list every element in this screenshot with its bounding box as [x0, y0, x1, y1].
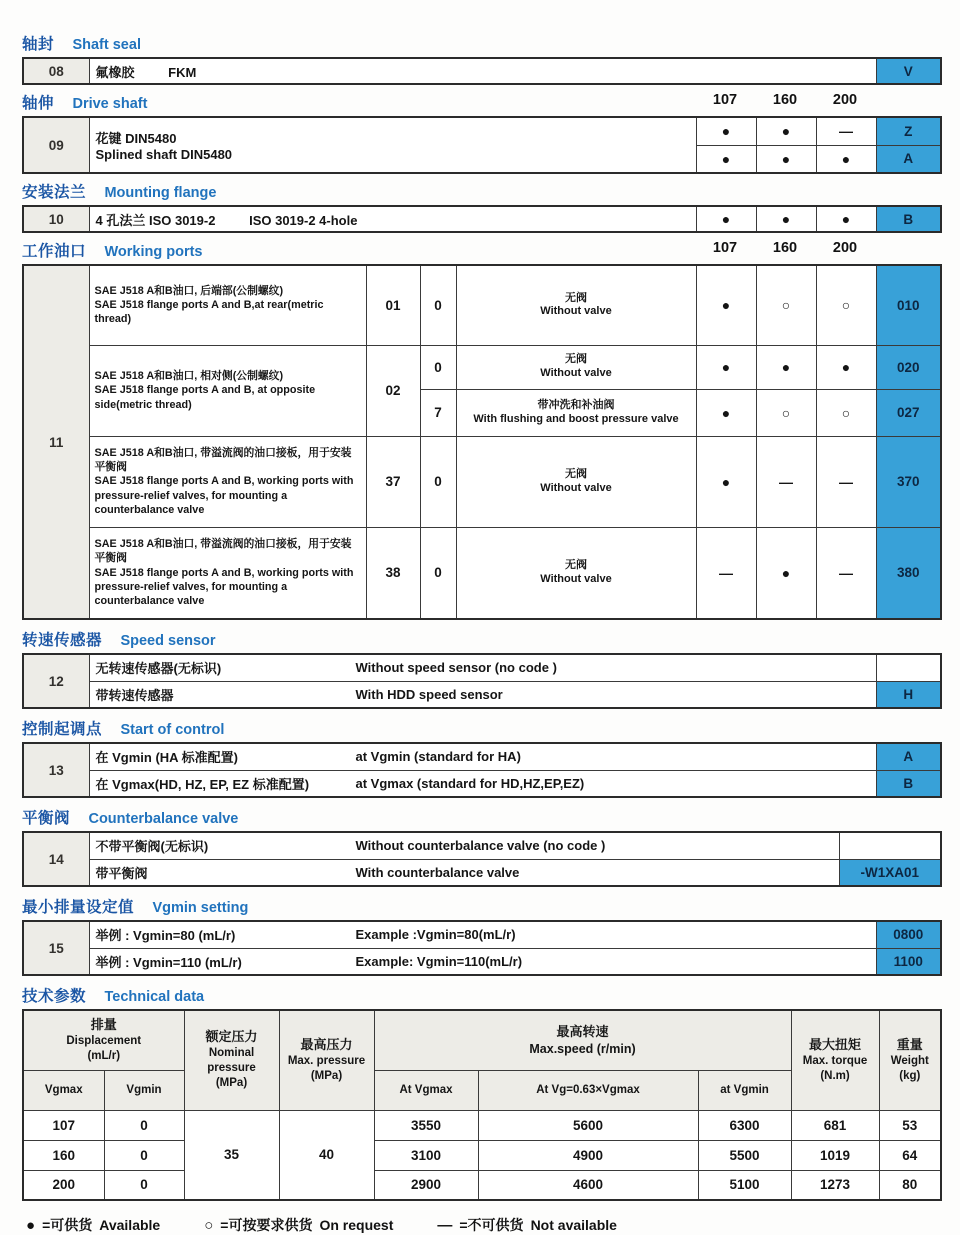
shaft-seal-title-en: Shaft seal: [72, 37, 141, 53]
valve-cell: [456, 265, 696, 345]
code-cell: B: [876, 206, 941, 232]
counterbalance-title-cn: 平衡阀: [22, 810, 71, 827]
row-number: 10: [23, 206, 89, 232]
legend-not-available-cn: =不可供货: [459, 1217, 524, 1233]
header-vgmin: Vgmin: [104, 1070, 184, 1110]
code-cell: 010: [876, 265, 941, 345]
code-cell: 380: [876, 527, 941, 619]
start-of-control-title-cn: 控制起调点: [22, 721, 103, 738]
code-cell: 370: [876, 436, 941, 527]
value-weight: 64: [879, 1140, 941, 1170]
value-torque: 1019: [791, 1140, 879, 1170]
description-cell: [89, 345, 366, 436]
description-cn: 在 Vgmin (HA 标准配置): [95, 750, 239, 766]
counterbalance-title-en: Counterbalance valve: [88, 811, 239, 827]
value-speed-at-vgmax: 3100: [374, 1140, 478, 1170]
section-title-technical-data: [22, 984, 940, 1006]
description-cell: [89, 527, 366, 619]
size-column-label-160: 160: [772, 240, 798, 256]
row-number: 12: [23, 654, 89, 708]
value-vgmin: 0: [104, 1140, 184, 1170]
description-cell: [89, 948, 876, 975]
filled-circle-icon: ●: [26, 1216, 36, 1234]
availability-107: ●: [696, 345, 756, 389]
value-torque: 1273: [791, 1170, 879, 1200]
description-cn: 在 Vgmax(HD, HZ, EP, EZ 标准配置): [95, 776, 310, 792]
legend-on-request-cn: =可按要求供货: [220, 1217, 313, 1233]
option-code-1: 37: [366, 436, 420, 527]
code-cell: V: [876, 58, 941, 84]
description-cn: 氟橡胶: [95, 64, 135, 80]
technical-data-title-en: Technical data: [104, 989, 205, 1005]
description-cn: 带平衡阀: [95, 865, 148, 881]
option-code-2: 0: [420, 265, 456, 345]
code-cell: [876, 654, 941, 681]
value-vgmax: 200: [23, 1170, 104, 1200]
description-en: With counterbalance valve: [355, 864, 520, 880]
size-column-label-160: 160: [772, 92, 798, 108]
option-code-1: 02: [366, 345, 420, 436]
legend-not-available: [437, 1215, 617, 1235]
option-code-2: 0: [420, 345, 456, 389]
valve-en: With flushing and boost pressure valve: [473, 412, 679, 425]
valve-cell: [456, 389, 696, 436]
working-ports-table: [22, 264, 942, 620]
description-en: Splined shaft DIN5480: [95, 147, 233, 162]
description-cn: SAE J518 A和B油口, 带溢流阀的油口接板，用于安装平衡阀: [94, 538, 352, 565]
valve-en: Without valve: [540, 367, 612, 379]
description-en: SAE J518 flange ports A and B, at opposite side(metric thread): [94, 384, 316, 411]
header-nominal-pressure: 额定压力 Nominal pressure (MPa): [184, 1010, 279, 1110]
description-en: With HDD speed sensor: [355, 686, 503, 702]
description-cn: 花键 DIN5480: [95, 131, 177, 146]
availability-107: ●: [696, 117, 756, 145]
code-cell: [839, 832, 941, 859]
description-en: Example :Vgmin=80(mL/r): [355, 927, 516, 943]
start-of-control-table: [22, 742, 942, 798]
code-cell: H: [876, 681, 941, 708]
counterbalance-valve-table: [22, 831, 942, 887]
valve-cn: 无阀: [565, 353, 587, 366]
valve-cn: 无阀: [565, 291, 587, 304]
row-number: 15: [23, 921, 89, 975]
availability-160: ○: [756, 389, 816, 436]
description-en: Without counterbalance valve (no code ): [355, 838, 606, 854]
legend-available-en: Available: [99, 1217, 161, 1233]
legend-available: [26, 1215, 160, 1235]
section-title-working-ports: [22, 239, 940, 261]
speed-sensor-title-cn: 转速传感器: [22, 632, 103, 649]
description-cn: 不带平衡阀(无标识): [95, 839, 209, 855]
availability-107: ●: [696, 265, 756, 345]
value-speed-at-vgmin: 6300: [698, 1110, 791, 1140]
availability-107: ●: [696, 145, 756, 173]
row-number: 09: [23, 117, 89, 173]
availability-160: —: [756, 436, 816, 527]
valve-cn: 无阀: [565, 559, 587, 571]
description-en: Without speed sensor (no code ): [355, 660, 557, 676]
shaft-seal-title-cn: 轴封: [22, 36, 55, 53]
description-en: at Vgmax (standard for HD,HZ,EP,EZ): [355, 775, 585, 791]
code-cell: 020: [876, 345, 941, 389]
availability-legend: [26, 1215, 940, 1235]
value-vgmax: 107: [23, 1110, 104, 1140]
description-cell: [89, 436, 366, 527]
value-speed-at-vgmin: 5100: [698, 1170, 791, 1200]
size-column-label-200: 200: [832, 240, 858, 256]
description-cn: 4 孔法兰 ISO 3019-2: [95, 212, 216, 228]
description-cell: [89, 206, 696, 232]
valve-en: Without valve: [540, 481, 612, 494]
row-number: 13: [23, 743, 89, 797]
vgmin-setting-title-cn: 最小排量设定值: [22, 899, 135, 916]
valve-cell: [456, 527, 696, 619]
legend-not-available-en: Not available: [530, 1217, 617, 1233]
header-vgmax: Vgmax: [23, 1070, 104, 1110]
size-column-label-200: 200: [832, 92, 858, 108]
value-speed-at-063: 4600: [478, 1170, 698, 1200]
availability-160: ●: [756, 527, 816, 619]
valve-cell: [456, 436, 696, 527]
header-weight: 重量 Weight (kg): [879, 1010, 941, 1110]
value-speed-at-063: 4900: [478, 1140, 698, 1170]
option-code-2: 0: [420, 436, 456, 527]
section-title-counterbalance-valve: [22, 806, 940, 828]
header-at-vgmax: At Vgmax: [374, 1070, 478, 1110]
availability-107: ●: [696, 206, 756, 232]
option-code-2: 0: [420, 527, 456, 619]
speed-sensor-title-en: Speed sensor: [120, 633, 216, 649]
legend-on-request-en: On request: [319, 1217, 394, 1233]
description-cell: [89, 921, 876, 948]
availability-107: ●: [696, 436, 756, 527]
value-weight: 53: [879, 1110, 941, 1140]
description-cn: 举例 : Vgmin=110 (mL/r): [95, 954, 242, 970]
description-cell: [89, 58, 876, 84]
availability-200: ○: [816, 389, 876, 436]
code-cell: A: [876, 743, 941, 770]
description-cn: 举例 : Vgmin=80 (mL/r): [95, 928, 236, 944]
header-max-speed: 最高转速 Max.speed (r/min): [374, 1010, 791, 1070]
description-cn: 带转速传感器: [95, 687, 174, 703]
description-en: FKM: [168, 64, 197, 80]
mounting-flange-title-cn: 安装法兰: [22, 184, 87, 201]
description-cn: SAE J518 A和B油口, 后端部(公制螺纹): [94, 284, 284, 297]
vgmin-setting-table: [22, 920, 942, 976]
description-en: Example: Vgmin=110(mL/r): [355, 953, 523, 969]
dash-icon: —: [437, 1216, 453, 1234]
section-title-mounting-flange: [22, 180, 940, 202]
description-en: SAE J518 flange ports A and B,at rear(metric thread): [94, 299, 324, 326]
availability-160: ●: [756, 206, 816, 232]
valve-en: Without valve: [540, 572, 612, 585]
description-cell: [89, 832, 839, 859]
header-displacement: 排量 Displacement (mL/r): [23, 1010, 184, 1070]
availability-160: ○: [756, 265, 816, 345]
valve-cn: 带冲洗和补油阀: [537, 398, 615, 411]
availability-200: —: [816, 117, 876, 145]
availability-160: ●: [756, 145, 816, 173]
code-cell: 027: [876, 389, 941, 436]
description-cell: [89, 743, 876, 770]
section-title-speed-sensor: [22, 628, 940, 650]
value-nominal-pressure: 35: [184, 1110, 279, 1200]
description-en: ISO 3019-2 4-hole: [249, 212, 358, 228]
section-title-drive-shaft: [22, 91, 940, 113]
description-cell: [89, 654, 876, 681]
description-cell: [89, 117, 696, 173]
row-number: 11: [23, 265, 89, 619]
availability-107: ●: [696, 389, 756, 436]
size-column-label-107: 107: [712, 92, 738, 108]
availability-200: ○: [816, 265, 876, 345]
legend-on-request: [204, 1215, 393, 1235]
row-number: 14: [23, 832, 89, 886]
working-ports-title-en: Working ports: [104, 244, 203, 260]
value-speed-at-vgmax: 2900: [374, 1170, 478, 1200]
technical-data-title-cn: 技术参数: [22, 988, 87, 1005]
valve-cn: 无阀: [565, 467, 587, 480]
header-at-063-vgmax: At Vg=0.63×Vgmax: [478, 1070, 698, 1110]
option-code-1: 38: [366, 527, 420, 619]
description-en: at Vgmin (standard for HA): [355, 749, 521, 765]
drive-shaft-title-en: Drive shaft: [72, 96, 148, 112]
code-cell: B: [876, 770, 941, 797]
section-title-vgmin-setting: [22, 895, 940, 917]
legend-available-cn: =可供货: [42, 1217, 93, 1233]
value-vgmin: 0: [104, 1110, 184, 1140]
valve-cell: [456, 345, 696, 389]
code-cell: 1100: [876, 948, 941, 975]
section-title-start-of-control: [22, 717, 940, 739]
header-at-vgmin: at Vgmin: [698, 1070, 791, 1110]
start-of-control-title-en: Start of control: [120, 722, 225, 738]
code-cell: Z: [876, 117, 941, 145]
shaft-seal-table: [22, 57, 942, 85]
drive-shaft-table: [22, 116, 942, 174]
availability-160: ●: [756, 345, 816, 389]
description-en: SAE J518 flange ports A and B, working ports with pressure-relief valves, for mounting a counterbalance valve: [94, 475, 354, 516]
open-circle-icon: ○: [204, 1216, 214, 1234]
description-cell: [89, 265, 366, 345]
description-cn: 无转速传感器(无标识): [95, 661, 222, 677]
speed-sensor-table: [22, 653, 942, 709]
working-ports-title-cn: 工作油口: [22, 243, 87, 260]
option-code-2: 7: [420, 389, 456, 436]
value-weight: 80: [879, 1170, 941, 1200]
description-cn: SAE J518 A和B油口, 带溢流阀的油口接板，用于安装平衡阀: [94, 446, 352, 474]
value-vgmax: 160: [23, 1140, 104, 1170]
drive-shaft-title-cn: 轴伸: [22, 95, 55, 112]
description-cell: [89, 859, 839, 886]
description-cell: [89, 770, 876, 797]
value-speed-at-063: 5600: [478, 1110, 698, 1140]
technical-data-table: [22, 1009, 942, 1201]
section-title-shaft-seal: [22, 32, 940, 54]
description-cell: [89, 681, 876, 708]
vgmin-setting-title-en: Vgmin setting: [152, 900, 249, 916]
value-max-pressure: 40: [279, 1110, 374, 1200]
option-code-1: 01: [366, 265, 420, 345]
mounting-flange-table: [22, 205, 942, 233]
availability-200: —: [816, 527, 876, 619]
availability-107: —: [696, 527, 756, 619]
valve-en: Without valve: [540, 305, 612, 318]
description-en: SAE J518 flange ports A and B, working ports with pressure-relief valves, for mounting a counterbalance valve: [94, 566, 354, 608]
availability-200: ●: [816, 145, 876, 173]
availability-200: ●: [816, 206, 876, 232]
code-cell: -W1XA01: [839, 859, 941, 886]
header-max-pressure: 最高压力 Max. pressure (MPa): [279, 1010, 374, 1110]
value-torque: 681: [791, 1110, 879, 1140]
value-speed-at-vgmax: 3550: [374, 1110, 478, 1140]
size-column-label-107: 107: [712, 240, 738, 256]
availability-200: —: [816, 436, 876, 527]
header-max-torque: 最大扭矩 Max. torque (N.m): [791, 1010, 879, 1110]
value-speed-at-vgmin: 5500: [698, 1140, 791, 1170]
value-vgmin: 0: [104, 1170, 184, 1200]
mounting-flange-title-en: Mounting flange: [104, 185, 217, 201]
code-cell: A: [876, 145, 941, 173]
description-cn: SAE J518 A和B油口, 相对侧(公制螺纹): [94, 370, 284, 383]
code-cell: 0800: [876, 921, 941, 948]
availability-160: ●: [756, 117, 816, 145]
availability-200: ●: [816, 345, 876, 389]
row-number: 08: [23, 58, 89, 84]
